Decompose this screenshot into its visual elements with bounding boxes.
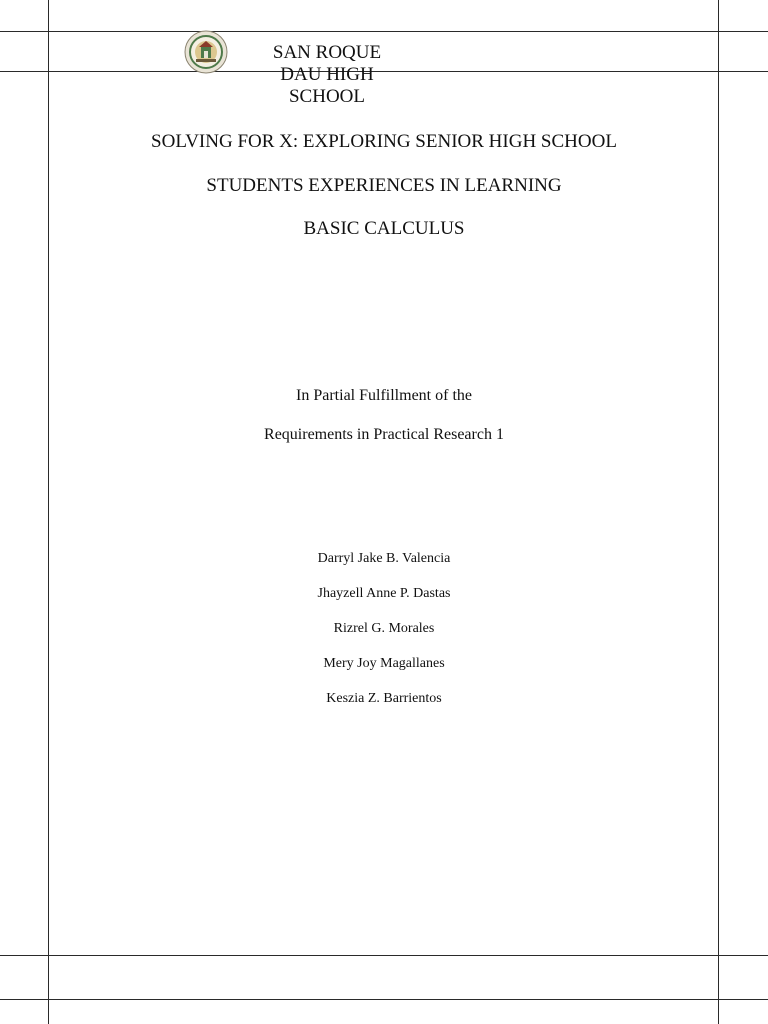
school-seal-icon bbox=[184, 30, 228, 74]
border-line-bottom bbox=[0, 999, 768, 1000]
author-name: Keszia Z. Barrientos bbox=[326, 691, 442, 706]
border-line-left bbox=[48, 0, 49, 1024]
research-title-line-1: SOLVING FOR X: EXPLORING SENIOR HIGH SCHOOL bbox=[151, 131, 617, 152]
author-name: Mery Joy Magallanes bbox=[323, 656, 445, 671]
author-name: Darryl Jake B. Valencia bbox=[317, 551, 451, 566]
border-line-right bbox=[718, 0, 719, 1024]
research-title-line-2: STUDENTS EXPERIENCES IN LEARNING bbox=[206, 175, 562, 196]
fulfillment-line-2: Requirements in Practical Research 1 bbox=[264, 426, 504, 443]
border-line-bottom-inner bbox=[0, 955, 768, 956]
border-line-top bbox=[0, 31, 768, 32]
research-title-line-3: BASIC CALCULUS bbox=[303, 218, 465, 239]
author-name: Rizrel G. Morales bbox=[333, 621, 435, 636]
fulfillment-line-1: In Partial Fulfillment of the bbox=[296, 387, 472, 404]
author-name: Jhayzell Anne P. Dastas bbox=[317, 586, 451, 601]
school-name: SAN ROQUE DAU HIGH SCHOOL bbox=[272, 42, 382, 107]
